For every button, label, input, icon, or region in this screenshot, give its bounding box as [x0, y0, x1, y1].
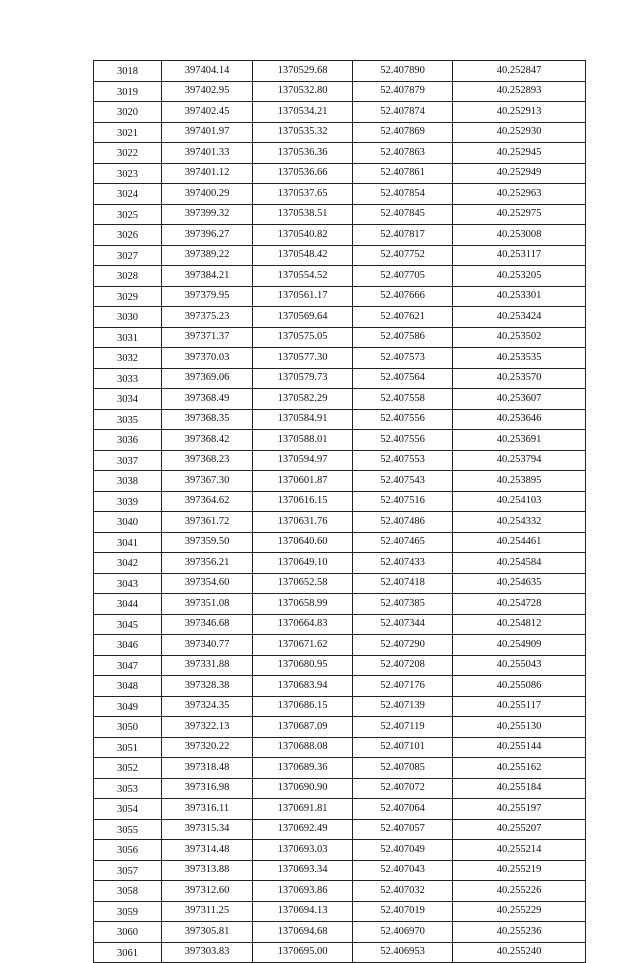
y-coordinate-cell: 1370584.91 [253, 409, 353, 430]
y-coordinate-cell: 1370658.99 [253, 594, 353, 615]
point-number-cell: 3025 [94, 204, 162, 225]
table-row [94, 676, 586, 697]
longitude-cell: 40.255207 [453, 819, 586, 840]
table-row [94, 102, 586, 123]
table-row [94, 163, 586, 184]
table-row [94, 778, 586, 799]
longitude-cell: 40.252847 [453, 61, 586, 82]
point-number-cell: 3059 [94, 901, 162, 922]
y-coordinate-cell: 1370690.90 [253, 778, 353, 799]
longitude-cell: 40.254461 [453, 532, 586, 553]
latitude-cell: 52.407344 [353, 614, 453, 635]
y-coordinate-cell: 1370529.68 [253, 61, 353, 82]
point-number-cell: 3049 [94, 696, 162, 717]
point-number-cell: 3032 [94, 348, 162, 369]
latitude-cell: 52.407049 [353, 840, 453, 861]
table-row [94, 122, 586, 143]
longitude-cell: 40.253535 [453, 348, 586, 369]
longitude-cell: 40.254728 [453, 594, 586, 615]
y-coordinate-cell: 1370536.66 [253, 163, 353, 184]
table-row [94, 307, 586, 328]
y-coordinate-cell: 1370664.83 [253, 614, 353, 635]
y-coordinate-cell: 1370687.09 [253, 717, 353, 738]
y-coordinate-cell: 1370561.17 [253, 286, 353, 307]
y-coordinate-cell: 1370689.36 [253, 758, 353, 779]
table-row [94, 245, 586, 266]
latitude-cell: 52.407556 [353, 409, 453, 430]
point-number-cell: 3053 [94, 778, 162, 799]
x-coordinate-cell: 397370.03 [162, 348, 253, 369]
point-number-cell: 3055 [94, 819, 162, 840]
point-number-cell: 3044 [94, 594, 162, 615]
x-coordinate-cell: 397367.30 [162, 471, 253, 492]
y-coordinate-cell: 1370686.15 [253, 696, 353, 717]
point-number-cell: 3018 [94, 61, 162, 82]
latitude-cell: 52.407879 [353, 81, 453, 102]
point-number-cell: 3042 [94, 553, 162, 574]
y-coordinate-cell: 1370694.13 [253, 901, 353, 922]
point-number-cell: 3030 [94, 307, 162, 328]
latitude-cell: 52.407101 [353, 737, 453, 758]
longitude-cell: 40.252949 [453, 163, 586, 184]
point-number-cell: 3027 [94, 245, 162, 266]
table-row [94, 225, 586, 246]
y-coordinate-cell: 1370534.21 [253, 102, 353, 123]
longitude-cell: 40.253691 [453, 430, 586, 451]
point-number-cell: 3040 [94, 512, 162, 533]
table-row [94, 819, 586, 840]
longitude-cell: 40.255144 [453, 737, 586, 758]
y-coordinate-cell: 1370540.82 [253, 225, 353, 246]
table-row [94, 655, 586, 676]
x-coordinate-cell: 397331.88 [162, 655, 253, 676]
x-coordinate-cell: 397305.81 [162, 922, 253, 943]
table-row [94, 327, 586, 348]
point-number-cell: 3036 [94, 430, 162, 451]
table-row [94, 840, 586, 861]
table-row [94, 491, 586, 512]
longitude-cell: 40.254812 [453, 614, 586, 635]
latitude-cell: 52.407072 [353, 778, 453, 799]
table-row [94, 204, 586, 225]
latitude-cell: 52.407486 [353, 512, 453, 533]
point-number-cell: 3046 [94, 635, 162, 656]
y-coordinate-cell: 1370536.36 [253, 143, 353, 164]
latitude-cell: 52.407043 [353, 860, 453, 881]
x-coordinate-cell: 397401.97 [162, 122, 253, 143]
point-number-cell: 3029 [94, 286, 162, 307]
table-row [94, 614, 586, 635]
table-row [94, 471, 586, 492]
latitude-cell: 52.407564 [353, 368, 453, 389]
x-coordinate-cell: 397312.60 [162, 881, 253, 902]
x-coordinate-cell: 397369.06 [162, 368, 253, 389]
point-number-cell: 3024 [94, 184, 162, 205]
latitude-cell: 52.406970 [353, 922, 453, 943]
latitude-cell: 52.407874 [353, 102, 453, 123]
longitude-cell: 40.254103 [453, 491, 586, 512]
latitude-cell: 52.407854 [353, 184, 453, 205]
longitude-cell: 40.252963 [453, 184, 586, 205]
table-row [94, 696, 586, 717]
latitude-cell: 52.407705 [353, 266, 453, 287]
x-coordinate-cell: 397368.23 [162, 450, 253, 471]
latitude-cell: 52.407752 [353, 245, 453, 266]
x-coordinate-cell: 397399.32 [162, 204, 253, 225]
latitude-cell: 52.407861 [353, 163, 453, 184]
x-coordinate-cell: 397368.49 [162, 389, 253, 410]
x-coordinate-cell: 397328.38 [162, 676, 253, 697]
point-number-cell: 3034 [94, 389, 162, 410]
y-coordinate-cell: 1370640.60 [253, 532, 353, 553]
x-coordinate-cell: 397311.25 [162, 901, 253, 922]
point-number-cell: 3048 [94, 676, 162, 697]
latitude-cell: 52.407666 [353, 286, 453, 307]
point-number-cell: 3050 [94, 717, 162, 738]
coordinate-table-body [94, 61, 586, 963]
longitude-cell: 40.252913 [453, 102, 586, 123]
point-number-cell: 3028 [94, 266, 162, 287]
point-number-cell: 3056 [94, 840, 162, 861]
longitude-cell: 40.255226 [453, 881, 586, 902]
longitude-cell: 40.255197 [453, 799, 586, 820]
y-coordinate-cell: 1370652.58 [253, 573, 353, 594]
x-coordinate-cell: 397351.08 [162, 594, 253, 615]
point-number-cell: 3057 [94, 860, 162, 881]
point-number-cell: 3045 [94, 614, 162, 635]
latitude-cell: 52.407208 [353, 655, 453, 676]
x-coordinate-cell: 397361.72 [162, 512, 253, 533]
table-row [94, 143, 586, 164]
table-row [94, 594, 586, 615]
x-coordinate-cell: 397402.45 [162, 102, 253, 123]
table-row [94, 922, 586, 943]
point-number-cell: 3020 [94, 102, 162, 123]
table-row [94, 799, 586, 820]
point-number-cell: 3061 [94, 942, 162, 963]
table-row [94, 512, 586, 533]
y-coordinate-cell: 1370538.51 [253, 204, 353, 225]
longitude-cell: 40.255229 [453, 901, 586, 922]
x-coordinate-cell: 397346.68 [162, 614, 253, 635]
x-coordinate-cell: 397318.48 [162, 758, 253, 779]
coordinate-table [93, 60, 586, 963]
x-coordinate-cell: 397402.95 [162, 81, 253, 102]
y-coordinate-cell: 1370577.30 [253, 348, 353, 369]
longitude-cell: 40.254584 [453, 553, 586, 574]
x-coordinate-cell: 397379.95 [162, 286, 253, 307]
point-number-cell: 3031 [94, 327, 162, 348]
y-coordinate-cell: 1370693.34 [253, 860, 353, 881]
table-row [94, 184, 586, 205]
y-coordinate-cell: 1370680.95 [253, 655, 353, 676]
longitude-cell: 40.253607 [453, 389, 586, 410]
x-coordinate-cell: 397354.60 [162, 573, 253, 594]
latitude-cell: 52.407817 [353, 225, 453, 246]
x-coordinate-cell: 397384.21 [162, 266, 253, 287]
table-row [94, 81, 586, 102]
longitude-cell: 40.252893 [453, 81, 586, 102]
x-coordinate-cell: 397364.62 [162, 491, 253, 512]
longitude-cell: 40.253205 [453, 266, 586, 287]
x-coordinate-cell: 397375.23 [162, 307, 253, 328]
table-row [94, 389, 586, 410]
latitude-cell: 52.407290 [353, 635, 453, 656]
latitude-cell: 52.407558 [353, 389, 453, 410]
y-coordinate-cell: 1370532.80 [253, 81, 353, 102]
longitude-cell: 40.254909 [453, 635, 586, 656]
point-number-cell: 3019 [94, 81, 162, 102]
latitude-cell: 52.407573 [353, 348, 453, 369]
table-row [94, 61, 586, 82]
point-number-cell: 3043 [94, 573, 162, 594]
y-coordinate-cell: 1370671.62 [253, 635, 353, 656]
point-number-cell: 3022 [94, 143, 162, 164]
table-row [94, 348, 586, 369]
x-coordinate-cell: 397368.35 [162, 409, 253, 430]
latitude-cell: 52.407176 [353, 676, 453, 697]
latitude-cell: 52.407621 [353, 307, 453, 328]
latitude-cell: 52.407845 [353, 204, 453, 225]
y-coordinate-cell: 1370683.94 [253, 676, 353, 697]
longitude-cell: 40.255043 [453, 655, 586, 676]
latitude-cell: 52.407057 [353, 819, 453, 840]
latitude-cell: 52.407863 [353, 143, 453, 164]
latitude-cell: 52.407032 [353, 881, 453, 902]
latitude-cell: 52.407119 [353, 717, 453, 738]
latitude-cell: 52.407385 [353, 594, 453, 615]
x-coordinate-cell: 397404.14 [162, 61, 253, 82]
y-coordinate-cell: 1370579.73 [253, 368, 353, 389]
y-coordinate-cell: 1370569.64 [253, 307, 353, 328]
x-coordinate-cell: 397371.37 [162, 327, 253, 348]
x-coordinate-cell: 397356.21 [162, 553, 253, 574]
y-coordinate-cell: 1370575.05 [253, 327, 353, 348]
latitude-cell: 52.407869 [353, 122, 453, 143]
table-row [94, 942, 586, 963]
x-coordinate-cell: 397340.77 [162, 635, 253, 656]
longitude-cell: 40.253301 [453, 286, 586, 307]
longitude-cell: 40.255086 [453, 676, 586, 697]
table-row [94, 430, 586, 451]
y-coordinate-cell: 1370631.76 [253, 512, 353, 533]
y-coordinate-cell: 1370535.32 [253, 122, 353, 143]
x-coordinate-cell: 397401.33 [162, 143, 253, 164]
table-row [94, 737, 586, 758]
x-coordinate-cell: 397316.11 [162, 799, 253, 820]
longitude-cell: 40.255236 [453, 922, 586, 943]
table-row [94, 758, 586, 779]
point-number-cell: 3047 [94, 655, 162, 676]
y-coordinate-cell: 1370693.03 [253, 840, 353, 861]
y-coordinate-cell: 1370582.29 [253, 389, 353, 410]
longitude-cell: 40.255184 [453, 778, 586, 799]
longitude-cell: 40.253117 [453, 245, 586, 266]
longitude-cell: 40.255117 [453, 696, 586, 717]
latitude-cell: 52.407465 [353, 532, 453, 553]
y-coordinate-cell: 1370537.65 [253, 184, 353, 205]
table-row [94, 450, 586, 471]
longitude-cell: 40.254332 [453, 512, 586, 533]
x-coordinate-cell: 397316.98 [162, 778, 253, 799]
x-coordinate-cell: 397303.83 [162, 942, 253, 963]
y-coordinate-cell: 1370695.00 [253, 942, 353, 963]
latitude-cell: 52.407543 [353, 471, 453, 492]
y-coordinate-cell: 1370594.97 [253, 450, 353, 471]
x-coordinate-cell: 397324.35 [162, 696, 253, 717]
table-row [94, 717, 586, 738]
x-coordinate-cell: 397389.22 [162, 245, 253, 266]
table-row [94, 573, 586, 594]
y-coordinate-cell: 1370688.08 [253, 737, 353, 758]
longitude-cell: 40.255130 [453, 717, 586, 738]
point-number-cell: 3058 [94, 881, 162, 902]
x-coordinate-cell: 397322.13 [162, 717, 253, 738]
latitude-cell: 52.407516 [353, 491, 453, 512]
x-coordinate-cell: 397400.29 [162, 184, 253, 205]
table-row [94, 266, 586, 287]
point-number-cell: 3023 [94, 163, 162, 184]
y-coordinate-cell: 1370616.15 [253, 491, 353, 512]
latitude-cell: 52.407019 [353, 901, 453, 922]
longitude-cell: 40.253502 [453, 327, 586, 348]
latitude-cell: 52.407139 [353, 696, 453, 717]
table-row [94, 286, 586, 307]
y-coordinate-cell: 1370693.86 [253, 881, 353, 902]
x-coordinate-cell: 397396.27 [162, 225, 253, 246]
y-coordinate-cell: 1370554.52 [253, 266, 353, 287]
point-number-cell: 3021 [94, 122, 162, 143]
longitude-cell: 40.252930 [453, 122, 586, 143]
point-number-cell: 3052 [94, 758, 162, 779]
y-coordinate-cell: 1370691.81 [253, 799, 353, 820]
x-coordinate-cell: 397401.12 [162, 163, 253, 184]
latitude-cell: 52.407890 [353, 61, 453, 82]
longitude-cell: 40.253424 [453, 307, 586, 328]
table-row [94, 860, 586, 881]
latitude-cell: 52.407556 [353, 430, 453, 451]
table-row [94, 532, 586, 553]
table-row [94, 881, 586, 902]
longitude-cell: 40.253794 [453, 450, 586, 471]
latitude-cell: 52.407085 [353, 758, 453, 779]
y-coordinate-cell: 1370692.49 [253, 819, 353, 840]
x-coordinate-cell: 397314.48 [162, 840, 253, 861]
latitude-cell: 52.406953 [353, 942, 453, 963]
y-coordinate-cell: 1370601.87 [253, 471, 353, 492]
longitude-cell: 40.252975 [453, 204, 586, 225]
x-coordinate-cell: 397315.34 [162, 819, 253, 840]
table-row [94, 901, 586, 922]
latitude-cell: 52.407553 [353, 450, 453, 471]
x-coordinate-cell: 397359.50 [162, 532, 253, 553]
table-row [94, 409, 586, 430]
longitude-cell: 40.252945 [453, 143, 586, 164]
y-coordinate-cell: 1370694.68 [253, 922, 353, 943]
table-row [94, 635, 586, 656]
point-number-cell: 3026 [94, 225, 162, 246]
y-coordinate-cell: 1370588.01 [253, 430, 353, 451]
latitude-cell: 52.407433 [353, 553, 453, 574]
longitude-cell: 40.255240 [453, 942, 586, 963]
point-number-cell: 3060 [94, 922, 162, 943]
point-number-cell: 3051 [94, 737, 162, 758]
point-number-cell: 3033 [94, 368, 162, 389]
longitude-cell: 40.255214 [453, 840, 586, 861]
longitude-cell: 40.255219 [453, 860, 586, 881]
point-number-cell: 3038 [94, 471, 162, 492]
latitude-cell: 52.407064 [353, 799, 453, 820]
latitude-cell: 52.407418 [353, 573, 453, 594]
latitude-cell: 52.407586 [353, 327, 453, 348]
table-row [94, 553, 586, 574]
x-coordinate-cell: 397313.88 [162, 860, 253, 881]
point-number-cell: 3037 [94, 450, 162, 471]
x-coordinate-cell: 397320.22 [162, 737, 253, 758]
longitude-cell: 40.254635 [453, 573, 586, 594]
y-coordinate-cell: 1370649.10 [253, 553, 353, 574]
point-number-cell: 3054 [94, 799, 162, 820]
longitude-cell: 40.253646 [453, 409, 586, 430]
longitude-cell: 40.253008 [453, 225, 586, 246]
y-coordinate-cell: 1370548.42 [253, 245, 353, 266]
point-number-cell: 3039 [94, 491, 162, 512]
point-number-cell: 3041 [94, 532, 162, 553]
x-coordinate-cell: 397368.42 [162, 430, 253, 451]
longitude-cell: 40.253895 [453, 471, 586, 492]
point-number-cell: 3035 [94, 409, 162, 430]
table-row [94, 368, 586, 389]
longitude-cell: 40.253570 [453, 368, 586, 389]
longitude-cell: 40.255162 [453, 758, 586, 779]
